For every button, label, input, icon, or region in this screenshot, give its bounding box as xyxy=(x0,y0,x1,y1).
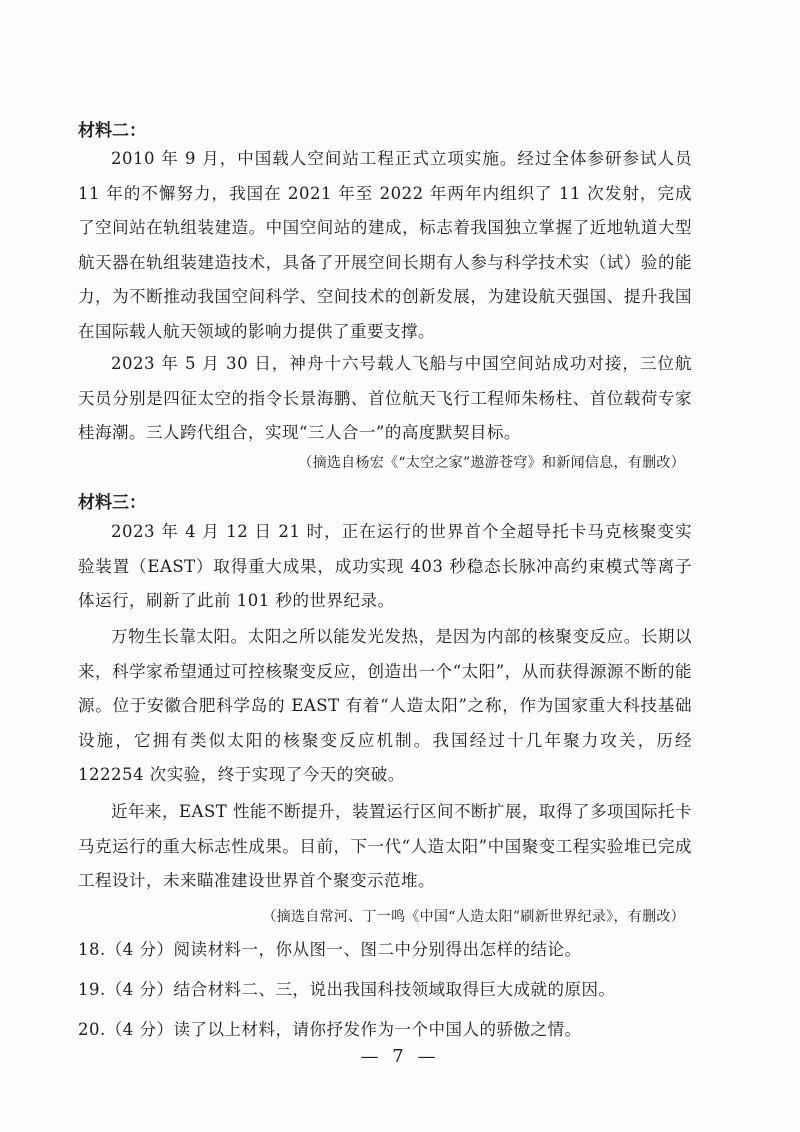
question-20: 20.（4 分）读了以上材料，请你抒发作为一个中国人的骄傲之情。 xyxy=(78,1020,582,1039)
page-number: — 7 — xyxy=(360,1046,440,1067)
question-18: 18.（4 分）阅读材料一，你从图一、图二中分别得出怎样的结论。 xyxy=(78,940,582,959)
material-2-paragraph-2: 2023 年 5 月 30 日，神舟十六号载人飞船与中国空间站成功对接，三位航天员分别是四征太空的指令长景海鹏、首位航天飞行工程师朱杨柱、首位载荷专家桂海潮。三人跨代组合，实现“三人合一”的高度默契目标。 xyxy=(78,354,692,442)
material-3-paragraph-2: 万物生长靠太阳。太阳之所以能发光发热，是因为内部的核聚变反应。长期以来，科学家希望通过可控核聚变反应，创造出一个“太阳”，从而获得源源不断的能源。位于安徽合肥科学岛的 EAST 有着“人造太阳”之称，作为国家重大科技基础设施，它拥有类似太阳的核聚变反应机制。我国经过十几年聚力攻关，历经 122254 次实验，终于实现了今天的突破。 xyxy=(78,627,692,784)
question-19: 19.（4 分）结合材料二、三，说出我国科技领域取得巨大成就的原因。 xyxy=(78,980,616,999)
material-2-paragraph-1: 2010 年 9 月，中国载人空间站工程正式立项实施。经过全体参研参试人员 11 年的不懈努力，我国在 2021 年至 2022 年两年内组织了 11 次发射，完成了空间站在轨组装建造。中国空间站的建成，标志着我国独立掌握了近地轨道大型航天器在轨组装建造技术，具备了开展空间长期有人参与科学技术实（试）验的能力，为不断推动我国空间科学、空间技术的创新发展，为建设航天强国、提升我国在国际载人航天领域的影响力提供了重要支撑。 xyxy=(78,149,692,341)
material-2-source: （摘选自杨宏《“太空之家”遨游苍穹》和新闻信息，有删改） xyxy=(298,455,685,471)
material-2-heading: 材料二： xyxy=(78,121,146,141)
material-3-paragraph-3: 近年来，EAST 性能不断提升，装置运行区间不断扩展，取得了多项国际托卡马克运行的重大标志性成果。目前，下一代“人造太阳”中国聚变工程实验堆已完成工程设计，未来瞄准建设世界首个聚变示范堆。 xyxy=(78,802,693,890)
material-3-source: （摘选自常河、丁一鸣《中国“人造太阳”刷新世界纪录》，有删改） xyxy=(262,909,685,925)
material-3-paragraph-1: 2023 年 4 月 12 日 21 时，正在运行的世界首个全超导托卡马克核聚变实验装置（EAST）取得重大成果，成功实现 403 秒稳态长脉冲高约束模式等离子体运行，刷新了此前 101 秒的世界纪录。 xyxy=(78,522,692,610)
material-3-heading: 材料三： xyxy=(78,493,146,513)
